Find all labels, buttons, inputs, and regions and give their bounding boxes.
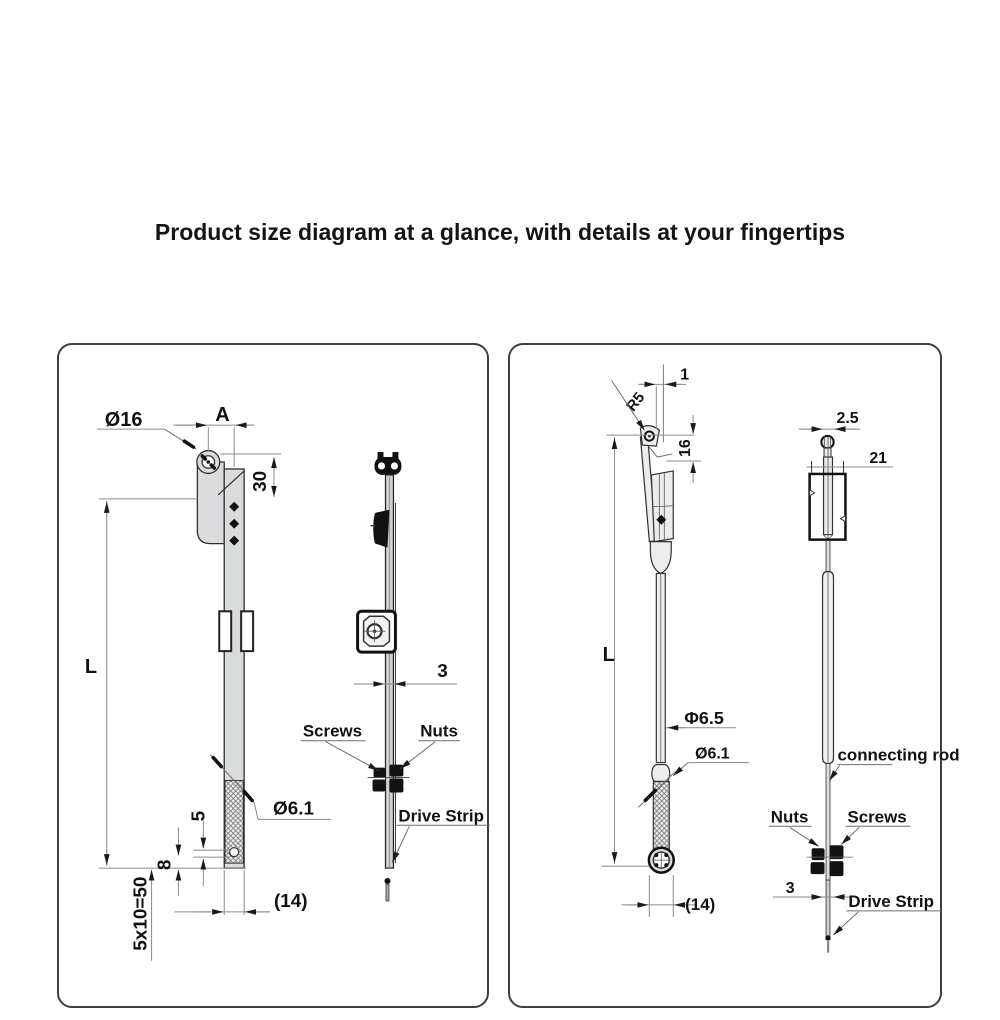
- nuts-label: Nuts: [420, 721, 458, 741]
- page-title: Product size diagram at a glance, with details at your fingertips: [154, 219, 846, 245]
- dim-rod-diameter-label: Φ6.5: [684, 707, 724, 728]
- round-rod-front-dimensions: [602, 366, 749, 917]
- dim-hole-diameter-label: Ø6.1: [273, 798, 314, 820]
- round-rod-side-labels: [769, 410, 960, 935]
- drive-strip-label: Drive Strip: [398, 806, 484, 826]
- nuts-label-right: Nuts: [770, 807, 809, 827]
- dim-1-label: 1: [680, 366, 690, 384]
- dim-16-label: 16: [677, 439, 695, 458]
- dim-hole-diameter-label-right: Ø6.1: [695, 745, 730, 763]
- dim-21-label: 21: [869, 449, 888, 467]
- round-rod-side-drawing: [807, 436, 854, 953]
- round-rod-front-drawing: [640, 364, 673, 872]
- dim-l-label: L: [84, 656, 98, 679]
- flat-rod-side-drawing: [358, 452, 410, 901]
- dim-30-label: 30: [250, 470, 272, 492]
- dim-2-5-label: 2.5: [836, 410, 859, 428]
- connecting-rod-label: connecting rod: [837, 745, 960, 765]
- dim-14-label-right: (14): [685, 894, 716, 914]
- dim-5x10-label: 5x10=50: [130, 876, 152, 951]
- dim-5-label: 5: [188, 810, 210, 822]
- dim-head-diameter-label: Ø16: [104, 409, 143, 432]
- dim-thickness-label: 3: [437, 660, 448, 682]
- dim-8-label: 8: [154, 859, 176, 871]
- dim-thickness-label-right: 3: [785, 879, 795, 897]
- dim-r5-label: R5: [623, 389, 649, 415]
- left-panel-drawing: [59, 345, 487, 1006]
- left-panel: [57, 343, 489, 1008]
- dim-a-label: A: [215, 404, 230, 427]
- dim-l-label-right: L: [602, 644, 615, 667]
- right-panel: [508, 343, 960, 1008]
- screws-label: Screws: [302, 721, 363, 741]
- dim-14-label: (14): [273, 890, 308, 912]
- flat-rod-front-drawing: [197, 451, 253, 869]
- drive-strip-label-right: Drive Strip: [848, 891, 934, 911]
- right-panel-drawing: [510, 345, 960, 1006]
- screws-label-right: Screws: [847, 807, 907, 827]
